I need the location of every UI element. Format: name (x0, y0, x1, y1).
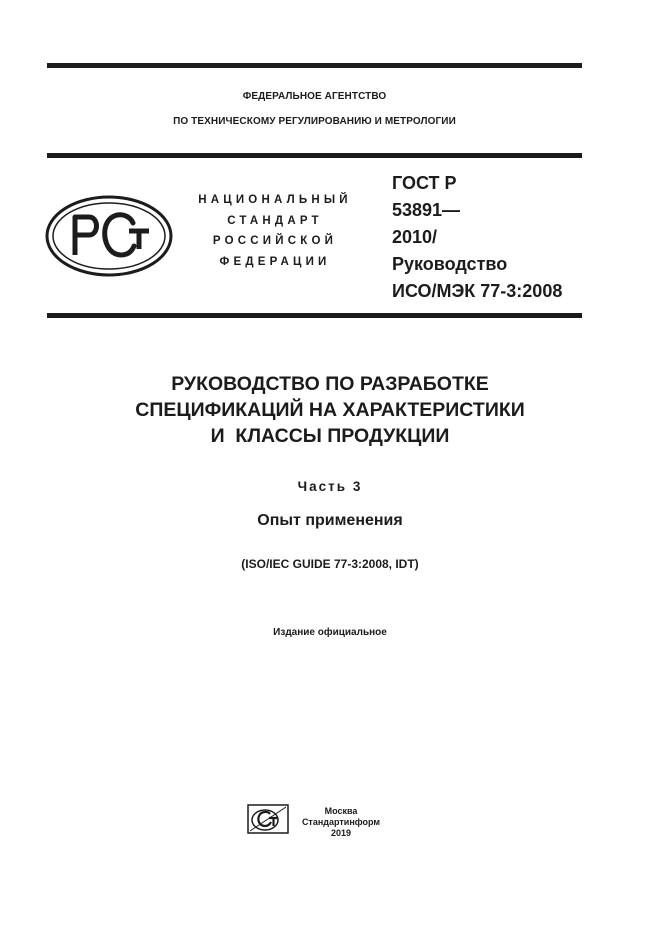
standard-designation (392, 170, 582, 305)
part-number: Часть 3 (297, 479, 363, 494)
national-standard-line4: ФЕДЕРАЦИИ (219, 255, 331, 268)
edition-label: Издание официальное (273, 627, 387, 638)
title-line2: СПЕЦИФИКАЦИЙ НА ХАРАКТЕРИСТИКИ (135, 399, 525, 421)
national-standard-line2: СТАНДАРТ (227, 214, 323, 227)
national-standard-label (192, 190, 358, 272)
document-title (47, 371, 613, 449)
publisher-name: Стандартинформ (301, 817, 381, 827)
part-title: Опыт применения (257, 512, 403, 529)
header-rule (47, 153, 582, 158)
designation-line1: ГОСТ Р (392, 173, 457, 193)
standartinform-emblem-icon (247, 804, 289, 834)
designation-line5: ИСО/МЭК 77-3:2008 (392, 281, 563, 301)
agency-name-line1: ФЕДЕРАЛЬНОЕ АГЕНТСТВО (242, 91, 387, 102)
iso-reference: (ISO/IEC GUIDE 77-3:2008, IDT) (241, 557, 419, 571)
title-line3: И КЛАССЫ ПРОДУКЦИИ (210, 425, 450, 447)
designation-rule (47, 313, 582, 318)
publisher-year: 2019 (330, 828, 352, 838)
top-rule (47, 63, 582, 68)
agency-name-line2: ПО ТЕХНИЧЕСКОМУ РЕГУЛИРОВАНИЮ И МЕТРОЛОГИИ (173, 116, 456, 127)
designation-line4: Руководство (392, 254, 508, 274)
publisher-city: Москва (324, 806, 358, 816)
designation-line2: 53891— (392, 200, 461, 220)
gost-rst-emblem-icon (45, 195, 173, 277)
national-standard-line3: РОССИЙСКОЙ (212, 235, 338, 247)
publisher-block (296, 806, 386, 839)
national-standard-line1: НАЦИОНАЛЬНЫЙ (198, 194, 352, 206)
title-line1: РУКОВОДСТВО ПО РАЗРАБОТКЕ (171, 373, 489, 395)
designation-line3: 2010/ (392, 227, 438, 247)
